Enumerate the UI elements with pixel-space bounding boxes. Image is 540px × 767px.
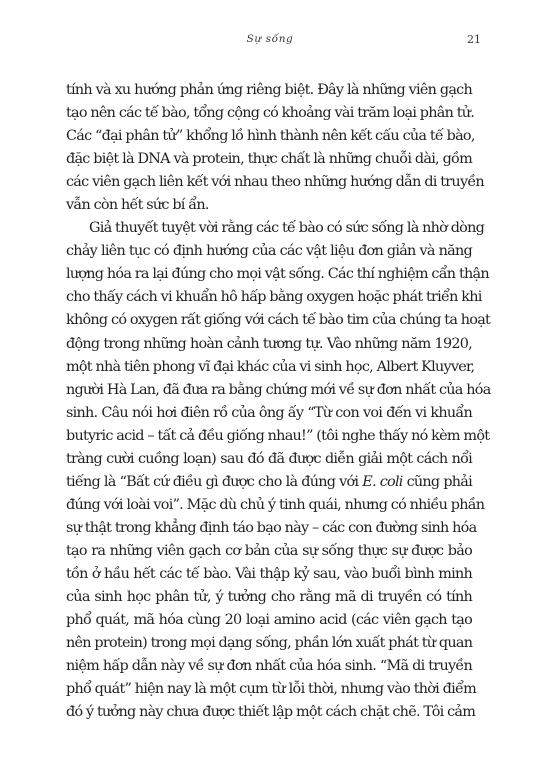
text-line: Các “đại phân tử” khổng lồ hình thành nên kết cấu của tế bào, — [66, 128, 475, 145]
text-line: đúng với loài voi”. Mặc dù chủ ý tinh quái, nhưng có nhiều phần — [66, 496, 485, 513]
text-line-with-italic — [66, 471, 472, 494]
text-line: người Hà Lan, đã đưa ra bằng chứng mới về sự đơn nhất của hóa — [66, 381, 491, 398]
text-line: butyric acid – tất cả đều giống nhau!” (tôi nghe thấy nó kèm một — [66, 427, 490, 444]
text-line: niệm hấp dẫn này về sự đơn nhất của hóa sinh. “Mã di truyền — [66, 658, 472, 675]
italic-term: E. coli — [362, 473, 403, 490]
text-line: đó ý tưởng này chưa được thiết lập một cách chặt chẽ. Tôi cảm — [66, 704, 476, 721]
text-line: chảy liên tục có định hướng của các vật liệu đơn giản và năng — [66, 243, 472, 260]
text-line: của sinh học phân tử, ý tưởng cho rằng mã di truyền có tính — [66, 589, 472, 606]
text-line: không có oxygen rất giống với cách tế bào tim của chúng ta hoạt — [66, 312, 491, 329]
text-line: tạo ra những viên gạch cơ bản của sự sống thực sự được bảo — [66, 542, 472, 559]
text-line: đặc biệt là DNA và protein, thực chất là những chuỗi dài, gồm — [66, 151, 472, 168]
text-segment: tiếng là “Bất cứ điều gì được cho là đúng với — [66, 473, 363, 490]
paragraph-1 — [66, 79, 484, 217]
text-line: lượng hóa ra lại đúng cho mọi vật sống. Các thí nghiệm cẩn thận — [66, 266, 489, 283]
text-line: một nhà tiên phong vĩ đại khác của vi sinh học, Albert Kluyver, — [66, 358, 475, 375]
text-line: tạo nên các tế bào, tổng cộng có khoảng vài trăm loại phân tử. — [66, 105, 475, 122]
text-line: tồn ở hầu hết các tế bào. Vài thập kỷ sau, vào buổi bình minh — [66, 565, 472, 582]
paragraph-2 — [66, 217, 491, 724]
text-line: cho thấy cách vi khuẩn hô hấp bằng oxygen hoặc phát triển khi — [66, 289, 482, 306]
text-line: sự thật trong khẳng định táo bạo này – các con đường sinh hóa — [66, 519, 477, 536]
text-line: vẫn còn hết sức bí ẩn. — [66, 197, 209, 214]
page-number: 21 — [467, 33, 481, 46]
text-line: nên protein) trong mọi dạng sống, phần lớn xuất phát từ quan — [66, 635, 473, 652]
text-line: Giả thuyết tuyệt vời rằng các tế bào có sức sống là nhờ dòng — [89, 220, 485, 237]
text-line: các viên gạch liên kết với nhau theo những hướng dẫn di truyền — [66, 174, 484, 191]
text-segment: cũng phải — [402, 473, 472, 490]
running-header — [0, 33, 540, 51]
text-line: phổ quát” hiện nay là một cụm từ lỗi thời, nhưng vào thời điểm — [66, 681, 476, 698]
text-line: sinh. Câu nói hơi điên rồ của ông ấy “Từ con voi đến vi khuẩn — [66, 404, 472, 421]
text-line: tràng cười cuồng loạn) sau đó đã được diễn giải một cách nổi — [66, 450, 472, 467]
text-line: tính và xu hướng phản ứng riêng biệt. Đây là những viên gạch — [66, 82, 472, 98]
text-line: phổ quát, mã hóa cùng 20 loại amino acid (các viên gạch tạo — [66, 612, 472, 629]
running-title: Sự sống — [246, 33, 294, 45]
text-line: động trong những hoàn cảnh tương tự. Vào những năm 1920, — [66, 335, 472, 352]
body-text — [66, 79, 491, 724]
